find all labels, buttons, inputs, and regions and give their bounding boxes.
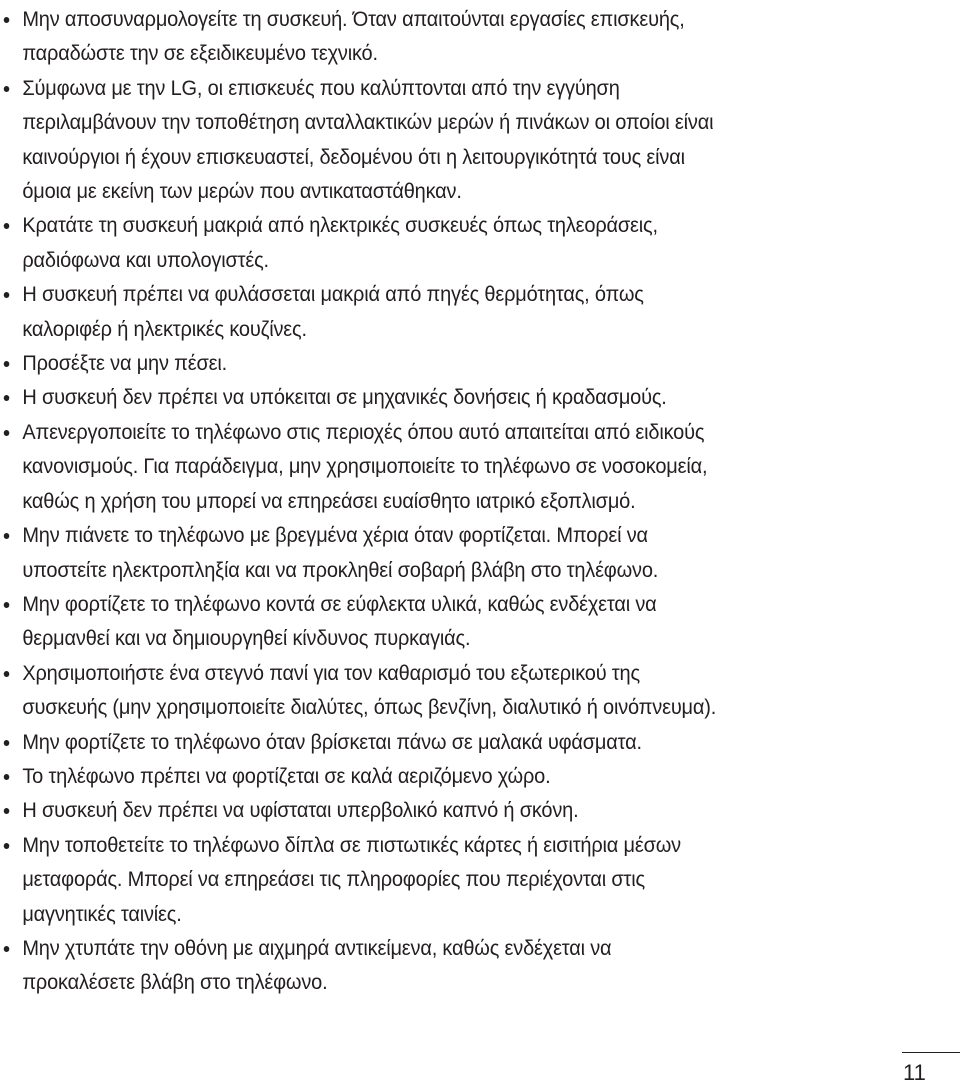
bullet-item bbox=[0, 208, 915, 277]
bullet-dot-icon bbox=[4, 292, 10, 298]
bullet-text-line: Μην πιάνετε το τηλέφωνο με βρεγμένα χέρια όταν φορτίζεται. Μπορεί να bbox=[22, 523, 648, 548]
bullet-dot-icon bbox=[4, 808, 10, 814]
bullet-text-line: όμοια με εκείνη των μερών που αντικαταστάθηκαν. bbox=[22, 179, 462, 204]
bullet-item bbox=[0, 71, 915, 209]
bullet-dot-icon bbox=[4, 430, 10, 436]
bullet-dot-icon bbox=[4, 395, 10, 401]
bullet-text-line: προκαλέσετε βλάβη στο τηλέφωνο. bbox=[22, 970, 328, 995]
bullet-item bbox=[0, 380, 915, 414]
bullet-item bbox=[0, 828, 915, 931]
bullet-text-line: συσκευής (μην χρησιμοποιείτε διαλύτες, όπως βενζίνη, διαλυτικό ή οινόπνευμα). bbox=[22, 695, 717, 720]
bullet-text-line: ραδιόφωνα και υπολογιστές. bbox=[22, 247, 269, 272]
bullet-text-line: καλοριφέρ ή ηλεκτρικές κουζίνες. bbox=[22, 316, 307, 341]
bullet-text-line: καθώς η χρήση του μπορεί να επηρεάσει ευαίσθητο ιατρικό εξοπλισμό. bbox=[22, 488, 636, 513]
bullet-item bbox=[0, 656, 915, 725]
bullet-text-line: παραδώστε την σε εξειδικευμένο τεχνικό. bbox=[22, 41, 378, 66]
footer-divider bbox=[902, 1052, 960, 1053]
bullet-dot-icon bbox=[4, 740, 10, 746]
bullet-dot-icon bbox=[4, 774, 10, 780]
bullet-item bbox=[0, 415, 915, 518]
bullet-item bbox=[0, 277, 915, 346]
bullet-dot-icon bbox=[4, 843, 10, 849]
bullet-text-line: Χρησιμοποιήστε ένα στεγνό πανί για τον καθαρισμό του εξωτερικού της bbox=[22, 660, 640, 685]
bullet-text-line: θερμανθεί και να δημιουργηθεί κίνδυνος πυρκαγιάς. bbox=[22, 626, 471, 651]
bullet-item bbox=[0, 725, 915, 759]
bullet-dot-icon bbox=[4, 671, 10, 677]
bullet-dot-icon bbox=[4, 946, 10, 952]
bullet-text-line: μαγνητικές ταινίες. bbox=[22, 901, 182, 926]
bullet-dot-icon bbox=[4, 86, 10, 92]
bullet-text-line: Μην φορτίζετε το τηλέφωνο όταν βρίσκεται πάνω σε μαλακά υφάσματα. bbox=[22, 729, 642, 754]
bullet-item bbox=[0, 518, 915, 587]
bullet-text-line: Η συσκευή δεν πρέπει να υπόκειται σε μηχανικές δονήσεις ή κραδασμούς. bbox=[22, 385, 667, 410]
bullet-text-line: μεταφοράς. Μπορεί να επηρεάσει τις πληροφορίες που περιέχονται στις bbox=[22, 867, 645, 892]
bullet-text-line: περιλαμβάνουν την τοποθέτηση ανταλλακτικών μερών ή πινάκων οι οποίοι είναι bbox=[22, 110, 714, 135]
bullet-text-line: Μην αποσυναρμολογείτε τη συσκευή. Όταν απαιτούνται εργασίες επισκευής, bbox=[22, 7, 685, 31]
bullet-text-line: Μην χτυπάτε την οθόνη με αιχμηρά αντικείμενα, καθώς ενδέχεται να bbox=[22, 935, 612, 960]
bullet-text-line: Η συσκευή πρέπει να φυλάσσεται μακριά από πηγές θερμότητας, όπως bbox=[22, 282, 644, 307]
bullet-dot-icon bbox=[4, 223, 10, 229]
bullet-text-line: Η συσκευή δεν πρέπει να υφίσταται υπερβολικό καπνό ή σκόνη. bbox=[22, 798, 579, 823]
bullet-item bbox=[0, 2, 915, 71]
bullet-dot-icon bbox=[4, 361, 10, 367]
bullet-dot-icon bbox=[4, 602, 10, 608]
bullet-text-line: Το τηλέφωνο πρέπει να φορτίζεται σε καλά αεριζόμενο χώρο. bbox=[22, 763, 551, 788]
bullet-text-line: Σύμφωνα με την LG, οι επισκευές που καλύπτονται από την εγγύηση bbox=[22, 75, 620, 100]
bullet-item bbox=[0, 931, 915, 1000]
page-number: 11 bbox=[903, 1060, 926, 1085]
bullet-item bbox=[0, 793, 915, 827]
bullet-text-line: Προσέξτε να μην πέσει. bbox=[22, 351, 228, 376]
bullet-text-line: υποστείτε ηλεκτροπληξία και να προκληθεί σοβαρή βλάβη στο τηλέφωνο. bbox=[22, 557, 659, 582]
bullet-dot-icon bbox=[4, 17, 10, 23]
bullet-text-line: καινούργιοι ή έχουν επισκευαστεί, δεδομένου ότι η λειτουργικότητά τους είναι bbox=[22, 144, 685, 169]
bullet-text-line: κανονισμούς. Για παράδειγμα, μην χρησιμοποιείτε το τηλέφωνο σε νοσοκομεία, bbox=[22, 454, 708, 479]
bullet-text-line: Μην τοποθετείτε το τηλέφωνο δίπλα σε πιστωτικές κάρτες ή εισιτήρια μέσων bbox=[22, 832, 681, 857]
safety-bullet-list bbox=[0, 2, 930, 1000]
bullet-item bbox=[0, 759, 915, 793]
bullet-item bbox=[0, 346, 915, 380]
bullet-text-line: Απενεργοποιείτε το τηλέφωνο στις περιοχές όπου αυτό απαιτείται από ειδικούς bbox=[22, 419, 705, 444]
bullet-item bbox=[0, 587, 915, 656]
bullet-dot-icon bbox=[4, 533, 10, 539]
bullet-text-line: Κρατάτε τη συσκευή μακριά από ηλεκτρικές συσκευές όπως τηλεοράσεις, bbox=[22, 213, 658, 238]
bullet-text-line: Μην φορτίζετε το τηλέφωνο κοντά σε εύφλεκτα υλικά, καθώς ενδέχεται να bbox=[22, 591, 657, 616]
